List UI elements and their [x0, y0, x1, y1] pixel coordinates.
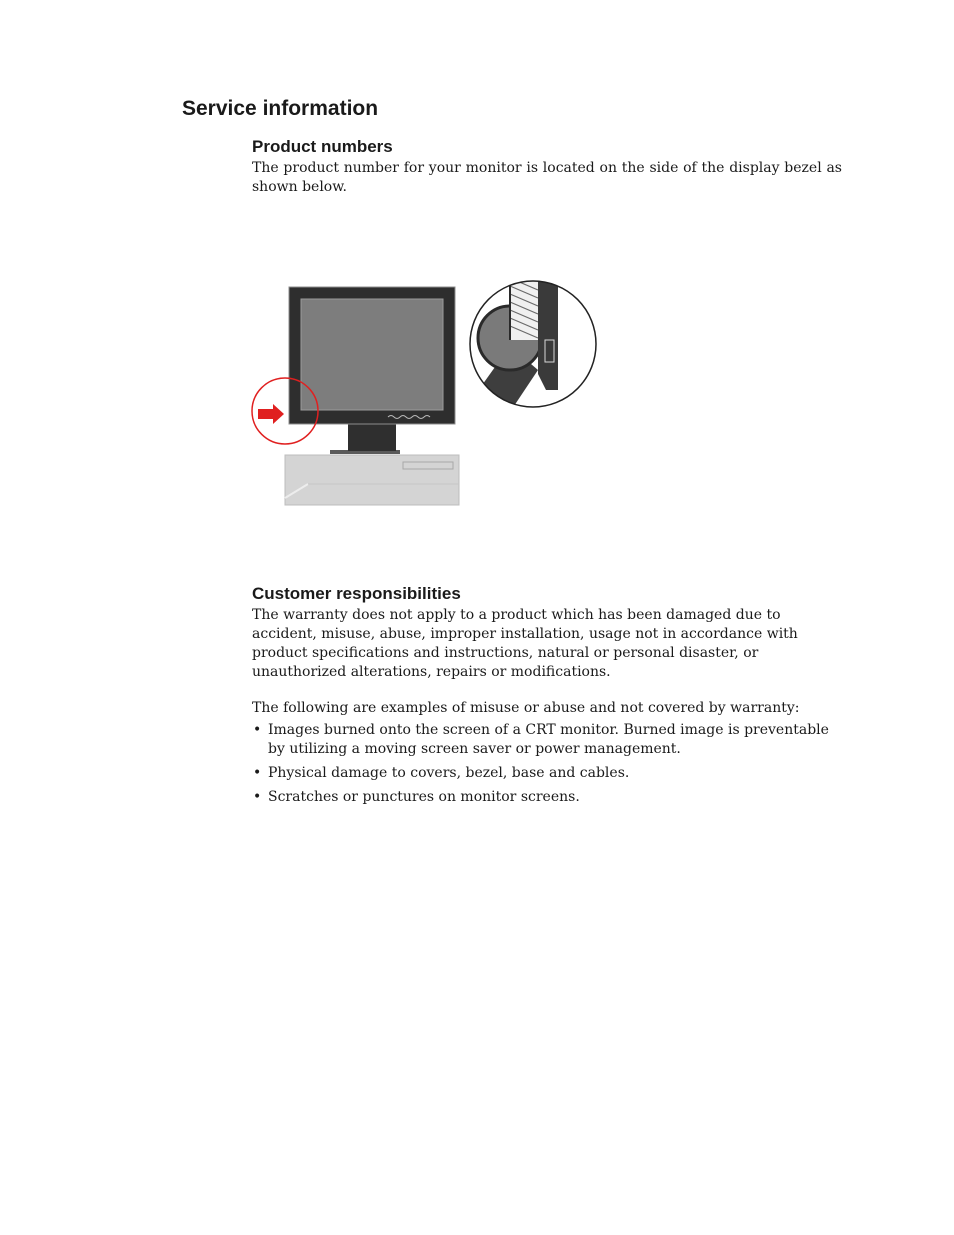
paragraph-line: The warranty does not apply to a product which has been damaged due to	[252, 607, 781, 623]
paragraph-line: unauthorized alterations, repairs or modifications.	[252, 664, 611, 680]
list-item-text: Physical damage to covers, bezel, base and cables.	[268, 765, 630, 781]
product-numbers-heading: Product numbers	[252, 137, 393, 156]
arrow-right-icon	[258, 404, 284, 424]
customer-responsibilities-heading: Customer responsibilities	[252, 584, 461, 603]
list-item	[252, 788, 842, 807]
monitor-product-number-illustration	[248, 278, 600, 508]
list-item	[252, 721, 842, 759]
monitor-screen	[301, 299, 443, 410]
section-title: Service information	[182, 97, 379, 120]
list-item-text: Scratches or punctures on monitor screens.	[268, 789, 580, 805]
magnified-detail	[470, 278, 596, 418]
monitor-stand-neck	[348, 424, 396, 451]
misuse-examples-intro: The following are examples of misuse or abuse and not covered by warranty:	[252, 700, 800, 716]
paragraph-line: product specifications and instructions, natural or personal disaster, or	[252, 645, 759, 661]
list-item-text: Images burned onto the screen of a CRT monitor. Burned image is preventable by utilizing a moving screen saver or power management.	[268, 722, 829, 757]
bullet-point: •	[253, 789, 262, 805]
list-item	[252, 764, 842, 783]
warranty-exclusion-paragraph	[252, 606, 842, 682]
product-numbers-text: The product number for your monitor is located on the side of the display bezel as shown below.	[252, 160, 842, 195]
bullet-point: •	[253, 722, 262, 738]
misuse-examples-list	[252, 721, 842, 812]
bullet-point: •	[253, 765, 262, 781]
paragraph-line: accident, misuse, abuse, improper installation, usage not in accordance with	[252, 626, 798, 642]
